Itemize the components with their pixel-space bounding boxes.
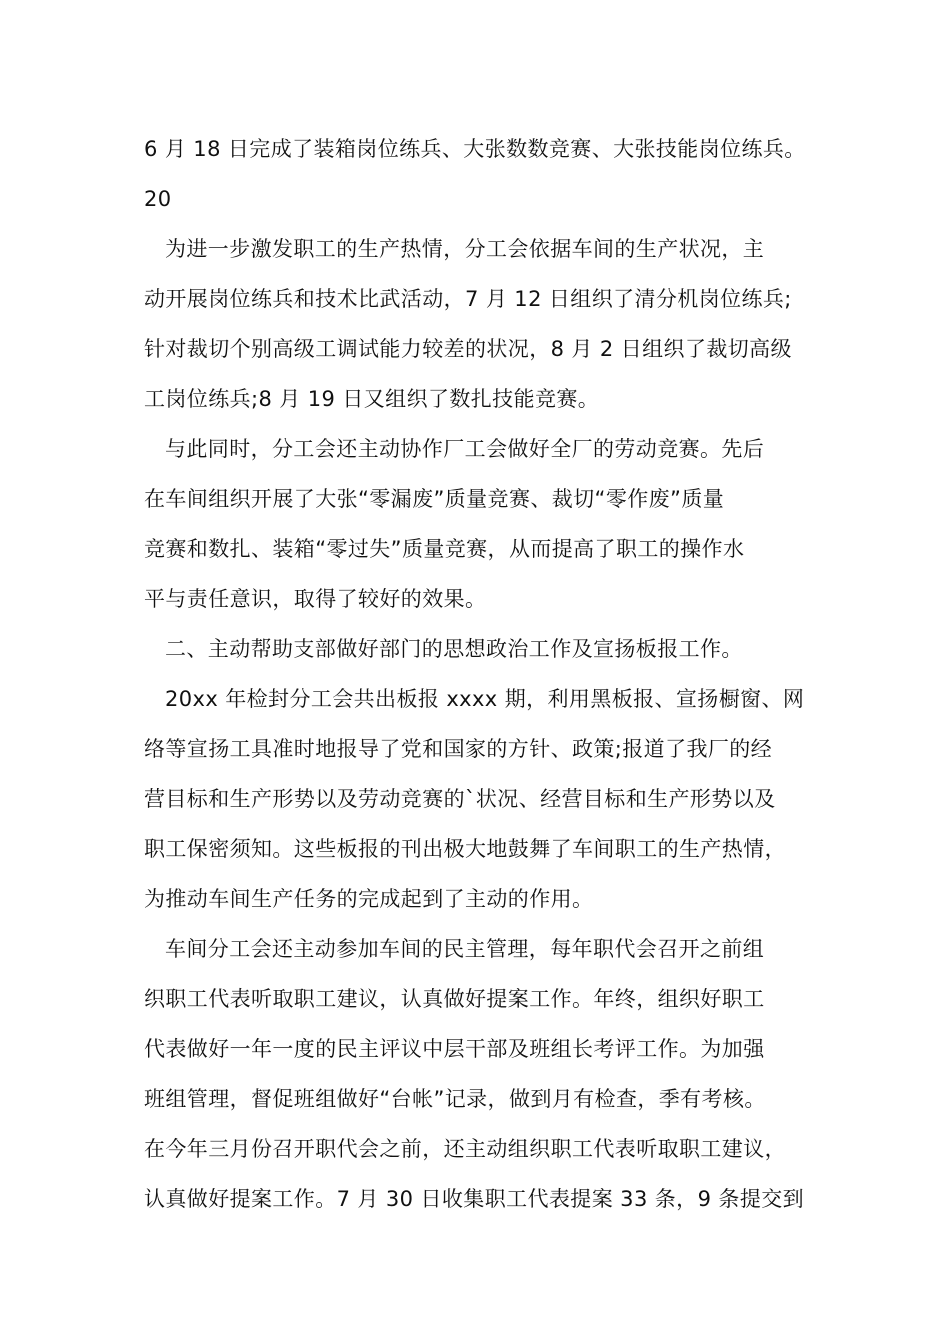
paragraph-first-line: 20xx 年检封分工会共出板报 xxxx 期，利用黑板报、宣扬橱窗、网 — [165, 687, 805, 711]
text-line: 动开展岗位练兵和技术比武活动，7 月 12 日组织了清分机岗位练兵; — [144, 287, 792, 311]
text-line: 6 月 18 日完成了装箱岗位练兵、大张数数竞赛、大张技能岗位练兵。 — [144, 137, 806, 161]
text-line: 代表做好一年一度的民主评议中层干部及班组长考评工作。为加强 — [144, 1037, 765, 1061]
text-line: 职工保密须知。这些板报的刊出极大地鼓舞了车间职工的生产热情， — [144, 837, 786, 861]
text-line: 为推动车间生产任务的完成起到了主动的作用。 — [144, 887, 594, 911]
text-line: 认真做好提案工作。7 月 30 日收集职工代表提案 33 条，9 条提交到 — [144, 1187, 805, 1211]
section-heading: 二、主动帮助支部做好部门的思想政治工作及宣扬板报工作。 — [165, 637, 743, 661]
paragraph-first-line: 与此同时，分工会还主动协作厂工会做好全厂的劳动竞赛。先后 — [165, 437, 765, 461]
paragraph-first-line: 车间分工会还主动参加车间的民主管理，每年职代会召开之前组 — [165, 937, 765, 961]
text-line: 在车间组织开展了大张“零漏废”质量竞赛、裁切“零作废”质量 — [144, 487, 725, 511]
text-line: 竞赛和数扎、装箱“零过失”质量竞赛，从而提高了职工的操作水 — [144, 537, 745, 561]
document-body — [144, 124, 816, 1224]
text-line: 针对裁切个别高级工调试能力较差的状况，8 月 2 日组织了裁切高级 — [144, 337, 792, 361]
text-line: 20 — [144, 187, 172, 211]
text-line: 工岗位练兵;8 月 19 日又组织了数扎技能竞赛。 — [144, 387, 600, 411]
text-line: 络等宣扬工具准时地报导了党和国家的方针、政策;报道了我厂的经 — [144, 737, 773, 761]
text-line: 织职工代表听取职工建议，认真做好提案工作。年终，组织好职工 — [144, 987, 765, 1011]
paragraph-first-line: 为进一步激发职工的生产热情，分工会依据车间的生产状况，主 — [165, 237, 765, 261]
text-line: 营目标和生产形势以及劳动竞赛的`状况、经营目标和生产形势以及 — [144, 787, 776, 811]
text-line: 平与责任意识，取得了较好的效果。 — [144, 587, 487, 611]
text-line: 班组管理，督促班组做好“台帐”记录，做到月有检查，季有考核。 — [144, 1087, 766, 1111]
text-line: 在今年三月份召开职代会之前，还主动组织职工代表听取职工建议， — [144, 1137, 786, 1161]
